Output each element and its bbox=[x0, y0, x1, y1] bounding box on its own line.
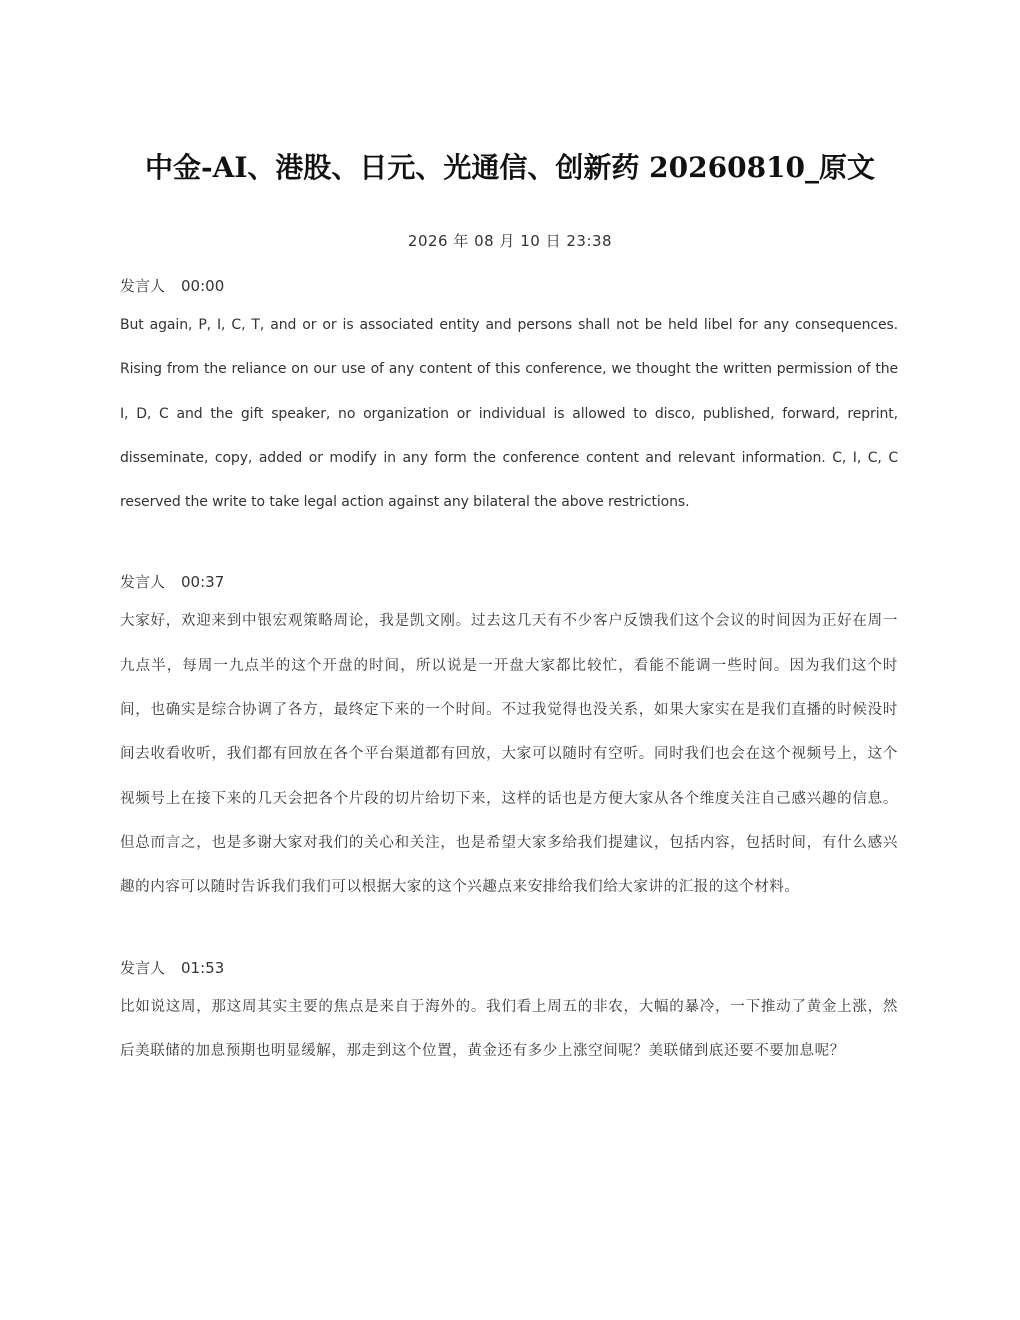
transcript-section bbox=[120, 270, 898, 524]
speaker-timestamp: 01:53 bbox=[181, 958, 225, 977]
speaker-name: 发言人 bbox=[120, 277, 166, 295]
speaker-timestamp: 00:00 bbox=[181, 277, 225, 295]
transcript-section bbox=[120, 566, 898, 909]
transcript-paragraph: 比如说这周，那这周其实主要的焦点是来自于海外的。我们看上周五的非农，大幅的暴冷，一下推动了黄金上涨，然后美联储的加息预期也明显缓解，那走到这个位置，黄金还有多少上涨空间呢？美联储到底还要不要加息呢？ bbox=[120, 998, 898, 1059]
speaker-timestamp: 00:37 bbox=[181, 573, 225, 592]
document-title: 中金-AI、港股、日元、光通信、创新药 20260810_原文 bbox=[144, 151, 876, 184]
speaker-line bbox=[120, 566, 898, 598]
section-spacer bbox=[120, 524, 898, 566]
transcript-body bbox=[120, 270, 898, 1073]
speaker-line bbox=[120, 270, 898, 302]
transcript-section bbox=[120, 952, 898, 1074]
section-spacer bbox=[120, 910, 898, 952]
document-date: 2026 年 08 月 10 日 23:38 bbox=[407, 232, 613, 250]
speaker-name: 发言人 bbox=[120, 573, 166, 592]
transcript-paragraph: 大家好，欢迎来到中银宏观策略周论，我是凯文刚。过去这几天有不少客户反馈我们这个会议的时间因为正好在周一九点半，每周一九点半的这个开盘的时间，所以说是一开盘大家都比较忙，看能不能调一些时间。因为我们这个时间，也确实是综合协调了各方，最终定下来的一个时间。不过我觉得也没关系，如果大家实在是我们直播的时候没时间去收看收听，我们都有回放在各个平台渠道都有回放，大家可以随时有空听。同时我们也会在这个视频号上，这个视频号上在接下来的几天会把各个片段的切片给切下来，这样的话也是方便大家从各个维度关注自己感兴趣的信息。但总而言之，也是多谢大家对我们的关心和关注，也是希望大家多给我们提建议，包括内容，包括时间，有什么感兴趣的内容可以随时告诉我们我们可以根据大家的这个兴趣点来安排给我们给大家讲的汇报的这个材料。 bbox=[120, 613, 898, 896]
transcript-paragraph: But again, P, I, C, T, and or or is associated entity and persons shall not be held libel for any consequences. Rising from the reliance on our use of any content of this conference, we thought the written permission of the I, D, C and the gift speaker, no organization or individual is allowed to disco, published, forward, reprint, disseminate, copy, added or modify in any form the conference content and relevant information. C, I, C, C reserved the write to take legal action against any bilateral the above restrictions. bbox=[120, 317, 898, 511]
speaker-name: 发言人 bbox=[120, 958, 166, 977]
speaker-line bbox=[120, 952, 898, 984]
